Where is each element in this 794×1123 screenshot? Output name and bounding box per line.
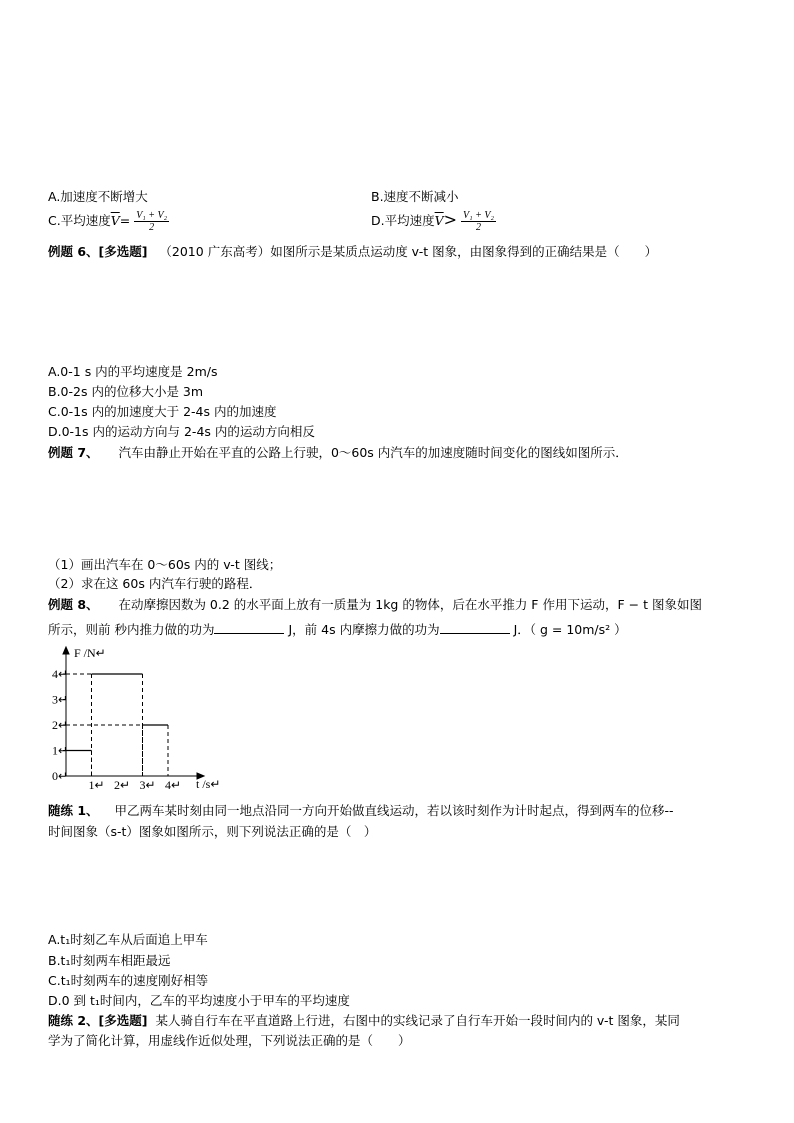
practice-2	[48, 1013, 680, 1029]
option-b: B.速度不断减小	[371, 189, 459, 204]
q6-option-b: B.0-2s 内的位移大小是 3m	[48, 384, 204, 399]
option-a: A.加速度不断增大	[48, 189, 148, 204]
x-tick-label: 1↵	[88, 778, 105, 792]
p1-option-a: A.t₁时刻乙车从后面追上甲车	[48, 932, 208, 947]
option-d-prefix: D.平均速度	[371, 213, 435, 228]
option-d	[371, 210, 496, 233]
practice-1-line1: 甲乙两车某时刻由同一地点沿同一方向开始做直线运动，若以该时刻作为计时起点，得到两车的位移--	[114, 803, 674, 818]
question-6	[48, 244, 657, 260]
y-axis-label: F /N↵	[74, 646, 106, 660]
v-bar-d: $\overline{V}$	[434, 213, 444, 228]
q8-line2-a: 所示，则前 秒内推力做的功为	[48, 622, 215, 637]
frac-numerator-d: V₁ + V₂	[463, 210, 494, 221]
answer-blank-1[interactable]	[214, 621, 284, 634]
frac-numerator: V₁ + V₂	[136, 210, 168, 221]
practice-1	[48, 803, 674, 819]
q8-line2-c: J．（ g = 10m/s² ）	[513, 622, 627, 637]
q6-option-d: D.0-1s 内的运动方向与 2-4s 内的运动方向相反	[48, 424, 315, 439]
avg-velocity-fraction-d	[461, 210, 496, 233]
avg-velocity-fraction	[134, 210, 169, 233]
y-tick-label: 0↵	[52, 769, 69, 783]
question-6-text: （2010 广东高考）如图所示是某质点运动度 v-t 图象，由图象得到的正确结果是（ ）	[159, 244, 658, 259]
p1-option-c: C.t₁时刻两车的速度刚好相等	[48, 973, 209, 988]
y-tick-label: 2↵	[52, 718, 69, 732]
x-tick-label: 3↵	[139, 778, 156, 792]
x-axis-label: t /s↵	[196, 777, 220, 791]
p1-option-d: D.0 到 t₁时间内，乙车的平均速度小于甲车的平均速度	[48, 993, 350, 1008]
question-8-line2	[48, 621, 627, 638]
question-8-label: 例题 8、	[48, 597, 99, 612]
frac-denominator: 2	[149, 222, 155, 233]
q7-sub-1: （1）画出汽车在 0～60s 内的 v-t 图线；	[48, 557, 282, 572]
f-t-graph	[50, 644, 220, 794]
q7-sub-2: （2）求在这 60s 内汽车行驶的路程．	[48, 576, 262, 591]
q8-line2-b: J，前 4s 内摩擦力做的功为	[288, 622, 440, 637]
q6-option-a: A.0-1 s 内的平均速度是 2m/s	[48, 364, 218, 379]
gt-sign: >	[443, 210, 458, 229]
practice-1-label: 随练 1、	[48, 803, 99, 818]
x-tick-label: 4↵	[165, 778, 182, 792]
option-c-prefix: C.平均速度	[48, 213, 111, 228]
practice-2-line1: 某人骑自行车在平直道路上行进，右图中的实线记录了自行车开始一段时间内的 v-t 图象，某同	[155, 1013, 680, 1028]
y-axis-arrow	[63, 647, 69, 654]
answer-blank-2[interactable]	[440, 621, 510, 634]
eq-sign: =	[119, 213, 131, 228]
question-6-label: 例题 6、[多选题]	[48, 244, 148, 259]
option-c	[48, 210, 169, 233]
question-8-line1: 在动摩擦因数为 0.2 的水平面上放有一质量为 1kg 的物体，后在水平推力 F 作用下运动，F − t 图象如图	[118, 597, 702, 612]
x-tick-label: 2↵	[114, 778, 131, 792]
practice-2-label: 随练 2、[多选题]	[48, 1013, 148, 1028]
question-7-text: 汽车由静止开始在平直的公路上行驶，0～60s 内汽车的加速度随时间变化的图线如图所示．	[118, 445, 628, 460]
y-tick-label: 3↵	[52, 692, 69, 707]
v-bar: $\overline{V}$	[110, 213, 120, 228]
y-tick-label: 4↵	[52, 667, 69, 681]
frac-denominator-d: 2	[475, 222, 481, 233]
practice-1-line2: 时间图象（s-t）图象如图所示，则下列说法正确的是（ ）	[48, 824, 377, 839]
practice-2-line2: 学为了简化计算，用虚线作近似处理，下列说法正确的是（ ）	[48, 1033, 411, 1048]
question-7	[48, 445, 628, 461]
question-8	[48, 597, 702, 613]
y-tick-label: 1↵	[52, 743, 69, 758]
question-7-label: 例题 7、	[48, 445, 99, 460]
p1-option-b: B.t₁时刻两车相距最远	[48, 953, 171, 968]
q6-option-c: C.0-1s 内的加速度大于 2-4s 内的加速度	[48, 404, 277, 419]
